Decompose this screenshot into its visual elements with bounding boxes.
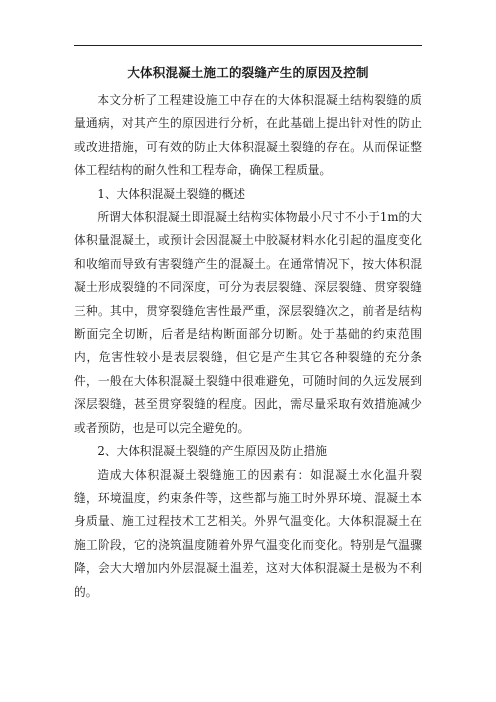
intro-paragraph: 本文分析了工程建设施工中存在的大体积混凝土结构裂缝的质量通病，对其产生的原因进行分析，在此基础上提出针对性的防止或改进措施，可有效的防止大体积混凝土裂缝的存在。从而保证整体工程结构的耐久性和工程寿命，确保工程质量。: [74, 93, 422, 178]
section-heading-1: 1、大体积混凝土裂缝的概述: [97, 186, 246, 201]
header-rule: [74, 45, 422, 46]
document-body: [74, 89, 422, 604]
section-1-paragraph: 所谓大体积混凝土即混凝土结构实体物最小尺寸不小于1m的大体积量混凝土，或预计会因混凝土中胶凝材料水化引起的温度变化和收缩而导致有害裂缝产生的混凝土。在通常情况下，按大体积混凝土形成裂缝的不同深度，可分为表层裂缝、深层裂缝、贯穿裂缝三种。其中，贯穿裂缝危害性最严重，深层裂缝次之，前者是结构断面完全切断，后者是结构断面部分切断。处于基础的约束范围内，危害性较小是表层裂缝，但它是产生其它各种裂缝的充分条件，一般在大体积混凝土裂缝中很难避免，可随时间的久远发展到深层裂缝，甚至贯穿裂缝的程度。因此，需尽量采取有效措施减少或者预防，也是可以完全避免的。: [74, 210, 422, 435]
section-2-paragraph: 造成大体积混凝土裂缝施工的因素有：如混凝土水化温升裂缝，环境温度，约束条件等，这些都与施工时外界环境、混凝土本身质量、施工过程技术工艺相关。外界气温变化。大体积混凝土在施工阶段，它的浇筑温度随着外界气温变化而变化。特别是气温骤降，会大大增加内外层混凝土温差，这对大体积混凝土是极为不利的。: [74, 467, 422, 599]
section-heading-2: 2、大体积混凝土裂缝的产生原因及防止措施: [97, 444, 327, 459]
document-title: 大体积混凝土施工的裂缝产生的原因及控制: [127, 65, 369, 80]
